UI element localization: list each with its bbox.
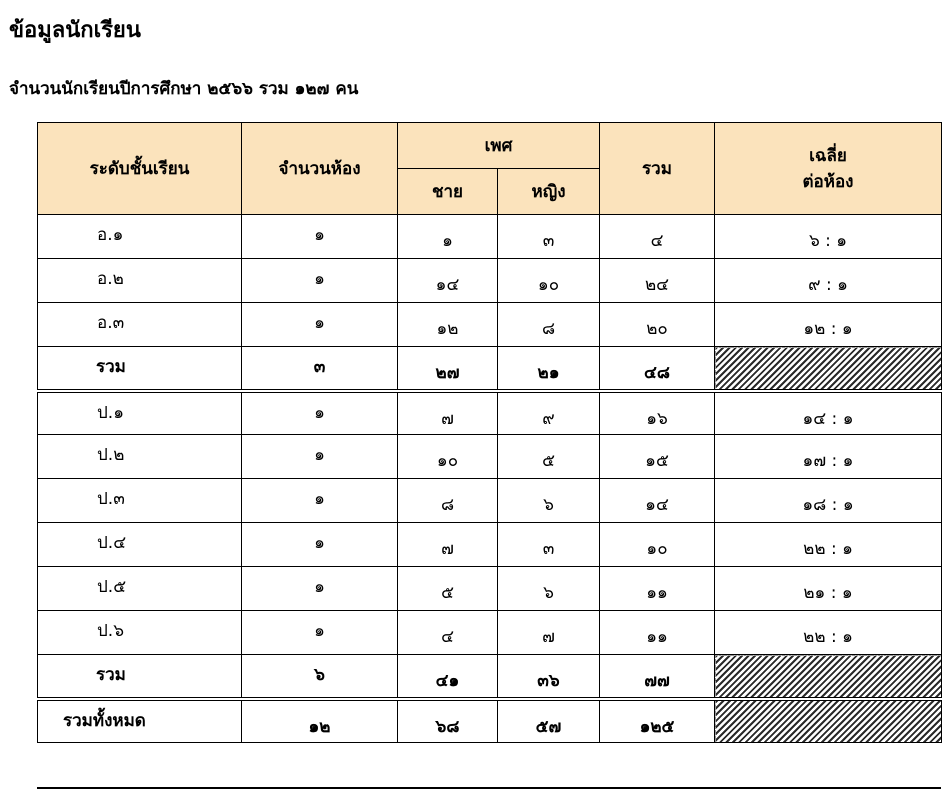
cell-rooms: ๑: [242, 391, 398, 435]
header-level: ระดับชั้นเรียน: [38, 123, 242, 215]
table-row: [38, 479, 942, 523]
cell-level: อ.๑: [38, 215, 242, 259]
table-row: [38, 523, 942, 567]
cell-level: อ.๒: [38, 259, 242, 303]
cell-average: ๒๒ : ๑: [715, 523, 942, 567]
cell-male: ๖๘: [398, 699, 498, 743]
cell-male: ๑๐: [398, 435, 498, 479]
cell-female: ๓๖: [498, 655, 600, 699]
table-row: [38, 611, 942, 655]
header-average-line1: เฉลี่ย: [809, 145, 847, 166]
cell-average: ๑๘ : ๑: [715, 479, 942, 523]
cell-average: ๑๒ : ๑: [715, 303, 942, 347]
hatched-cell: [715, 655, 942, 699]
hatched-cell: [715, 699, 942, 743]
table-row: [38, 303, 942, 347]
subtotal-row: [38, 347, 942, 391]
cell-total: ๑๖: [600, 391, 715, 435]
cell-level: ป.๔: [38, 523, 242, 567]
cell-level: ป.๑: [38, 391, 242, 435]
cell-total: ๗๗: [600, 655, 715, 699]
cell-rooms: ๓: [242, 347, 398, 391]
cell-female: ๗: [498, 611, 600, 655]
table-row: [38, 215, 942, 259]
cell-female: ๖: [498, 479, 600, 523]
header-average: [715, 123, 942, 215]
hatched-cell: [715, 347, 942, 391]
cell-total: ๑๑: [600, 611, 715, 655]
cell-total: ๑๕: [600, 435, 715, 479]
header-female: หญิง: [498, 169, 600, 215]
cell-rooms: ๑: [242, 523, 398, 567]
cell-male: ๑: [398, 215, 498, 259]
cell-female: ๓: [498, 523, 600, 567]
cell-male: ๔: [398, 611, 498, 655]
student-table: [37, 122, 942, 743]
cell-level: รวม: [38, 347, 242, 391]
cell-total: ๔๘: [600, 347, 715, 391]
header-gender: เพศ: [398, 123, 600, 169]
header-average-line2: ต่อห้อง: [802, 171, 854, 192]
cell-total: ๒๔: [600, 259, 715, 303]
cell-level: ป.๒: [38, 435, 242, 479]
cell-rooms: ๑: [242, 611, 398, 655]
cell-rooms: ๑: [242, 435, 398, 479]
cell-female: ๕๗: [498, 699, 600, 743]
cell-average: ๒๑ : ๑: [715, 567, 942, 611]
table-header: [38, 123, 942, 215]
cell-female: ๘: [498, 303, 600, 347]
cell-rooms: ๑๒: [242, 699, 398, 743]
cell-level: ป.๖: [38, 611, 242, 655]
cell-average: ๑๗ : ๑: [715, 435, 942, 479]
header-male: ชาย: [398, 169, 498, 215]
cell-total: ๑๐: [600, 523, 715, 567]
cell-level: อ.๓: [38, 303, 242, 347]
cell-female: ๖: [498, 567, 600, 611]
header-rooms: จำนวนห้อง: [242, 123, 398, 215]
table-row: [38, 567, 942, 611]
cell-level: รวม: [38, 655, 242, 699]
cell-female: ๕: [498, 435, 600, 479]
page-title: ข้อมูลนักเรียน: [9, 18, 141, 43]
cell-average: ๙ : ๑: [715, 259, 942, 303]
subtotal-row: [38, 655, 942, 699]
cell-rooms: ๑: [242, 567, 398, 611]
cell-male: ๕: [398, 567, 498, 611]
cell-female: ๒๑: [498, 347, 600, 391]
cell-rooms: ๑: [242, 215, 398, 259]
cell-total: ๑๒๕: [600, 699, 715, 743]
cell-male: ๑๔: [398, 259, 498, 303]
cell-average: ๑๔ : ๑: [715, 391, 942, 435]
cell-female: ๙: [498, 391, 600, 435]
student-count-summary: จำนวนนักเรียนปีการศึกษา ๒๕๖๖ รวม ๑๒๗ คน: [9, 79, 359, 99]
cell-male: ๗: [398, 391, 498, 435]
cell-male: ๒๗: [398, 347, 498, 391]
cell-rooms: ๖: [242, 655, 398, 699]
cell-male: ๗: [398, 523, 498, 567]
table-body: [38, 215, 942, 743]
cell-level: รวมทั้งหมด: [38, 699, 242, 743]
cell-level: ป.๕: [38, 567, 242, 611]
cell-rooms: ๑: [242, 303, 398, 347]
cell-total: ๑๔: [600, 479, 715, 523]
table-row: [38, 259, 942, 303]
cell-male: ๑๒: [398, 303, 498, 347]
cell-male: ๘: [398, 479, 498, 523]
table-row: [38, 435, 942, 479]
cell-level: ป.๓: [38, 479, 242, 523]
header-total: รวม: [600, 123, 715, 215]
grand-total-row: [38, 699, 942, 743]
cell-rooms: ๑: [242, 479, 398, 523]
cell-average: ๖ : ๑: [715, 215, 942, 259]
table-row: [38, 391, 942, 435]
cell-rooms: ๑: [242, 259, 398, 303]
cell-total: ๒๐: [600, 303, 715, 347]
cell-male: ๔๑: [398, 655, 498, 699]
cell-total: ๑๑: [600, 567, 715, 611]
cell-total: ๔: [600, 215, 715, 259]
bottom-rule: [37, 787, 941, 789]
cell-average: ๒๒ : ๑: [715, 611, 942, 655]
cell-female: ๑๐: [498, 259, 600, 303]
cell-female: ๓: [498, 215, 600, 259]
